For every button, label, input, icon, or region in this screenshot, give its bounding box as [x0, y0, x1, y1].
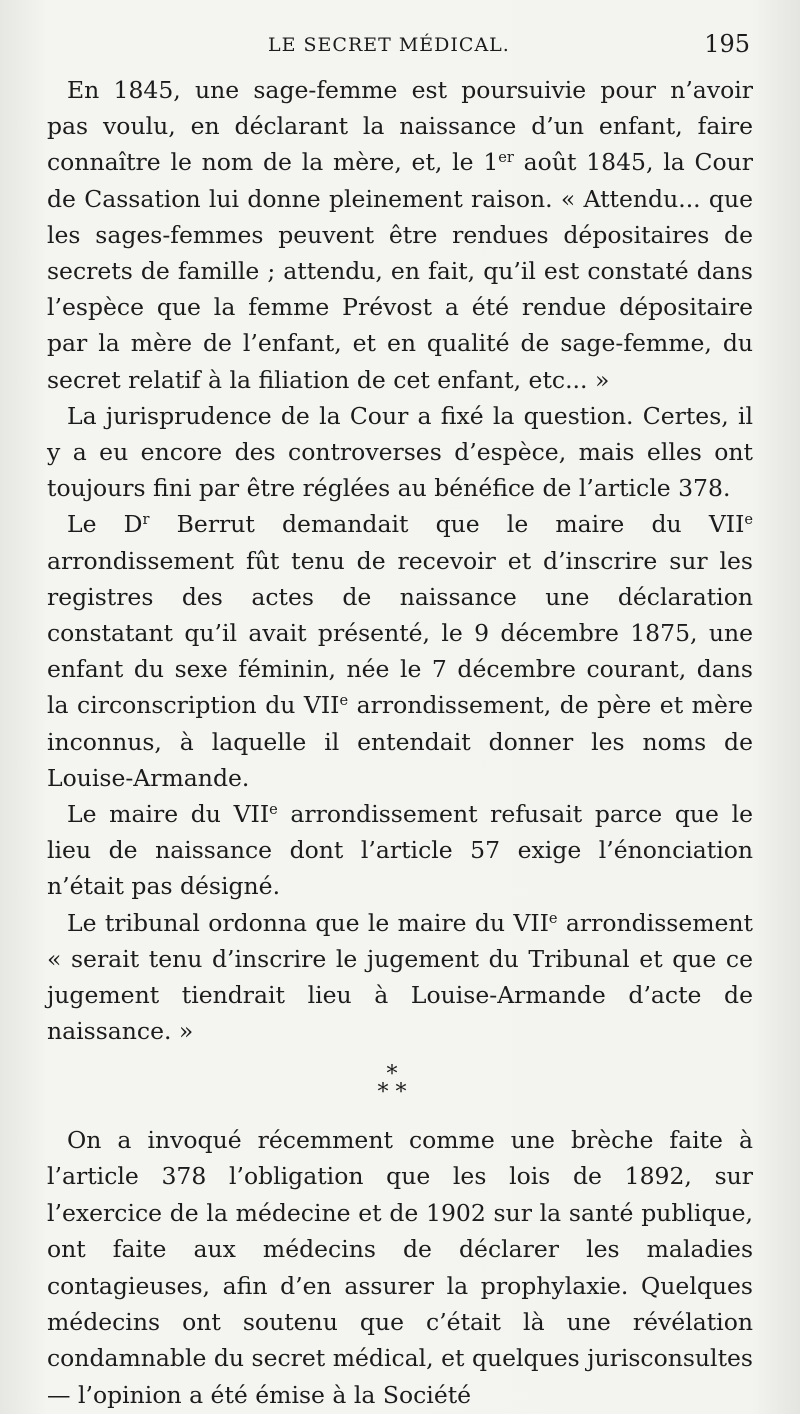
paragraph-text: arrondissement refusait parce que le lieu de naissance dont l’article 57 exige l’énonciation n’était pas désigné.: [47, 800, 753, 901]
paragraph-text: arrondissement, de père et mère inconnus, à laquelle il entendait donner les noms de Louise-Armande.: [47, 691, 753, 792]
paragraph-text: arrondissement « serait tenu d’inscrire le jugement du Tribunal et que ce jugement tiendrait lieu à Louise-Armande d’acte de naissance. »: [47, 908, 753, 1046]
running-title: LE SECRET MÉDICAL.: [268, 34, 510, 56]
asterism-bottom: * *: [377, 1080, 407, 1105]
superscript: er: [498, 149, 514, 167]
asterism-top: *: [386, 1062, 398, 1087]
paragraph-text: Berrut demandait que le maire du VII: [149, 510, 745, 539]
paragraph-4: [47, 796, 753, 905]
section-text-block: [47, 1122, 753, 1413]
paragraph-text: arrondissement fût tenu de recevoir et d’inscrire sur les registres des actes de naissance une déclaration constatant qu’il avait présenté, le 9 décembre 1875, une enfant du sexe féminin, née le 7 décembre courant, dans la circonscription du VII: [47, 546, 753, 720]
superscript: e: [269, 801, 278, 819]
page-number: 195: [704, 30, 750, 58]
superscript: r: [142, 511, 150, 529]
paragraph-3: [47, 506, 753, 796]
superscript: e: [548, 909, 558, 927]
paragraph-2: [47, 398, 753, 507]
paragraph-6: [47, 1122, 753, 1413]
paragraph-text: On a invoqué récemment comme une brèche faite à l’article 378 l’obligation que les lois de 1892, sur l’exercice de la médecine et de 1902 sur la santé publique, ont faite aux médecins de déclarer les maladies contagieuses, afin d’en assurer la prophylaxie. Quelques médecins ont soutenu que c’était là une révélation condamnable du secret médical, et quelques jurisconsultes — l’opinion a été émise à la Société: [47, 1126, 753, 1409]
paragraph-text: Le tribunal ordonna que le maire du VII: [67, 908, 549, 937]
paragraph-text: Le D: [67, 510, 143, 539]
superscript: e: [744, 511, 753, 529]
paragraph-text: août 1845, la Cour de Cassation lui donne pleinement raison. « Attendu... que les sages-femmes peuvent être rendues dépositaires de secrets de famille ; attendu, en fait, qu’il est constaté dans l’espèce que la femme Prévost a été rendue dépositaire par la mère de l’enfant, et en qualité de sage-femme, du secret relatif à la filiation de cet enfant, etc... »: [47, 148, 753, 394]
main-text-block: [47, 72, 753, 1049]
paragraph-text: En 1845, une sage-femme est poursuivie pour n’avoir pas voulu, en déclarant la naissance d’un enfant, faire connaître le nom de la mère, et, le 1: [47, 76, 753, 177]
running-head: [0, 30, 800, 66]
paragraph-text: Le maire du VII: [67, 800, 270, 829]
superscript: e: [339, 692, 349, 710]
paragraph-5: [47, 905, 753, 1050]
paragraph-1: [47, 72, 753, 398]
section-separator-asterism: [362, 1062, 422, 1105]
paragraph-text: La jurisprudence de la Cour a fixé la question. Certes, il y a eu encore des controverses d’espèce, mais elles ont toujours fini par être réglées au bénéfice de l’article 378.: [47, 401, 753, 503]
